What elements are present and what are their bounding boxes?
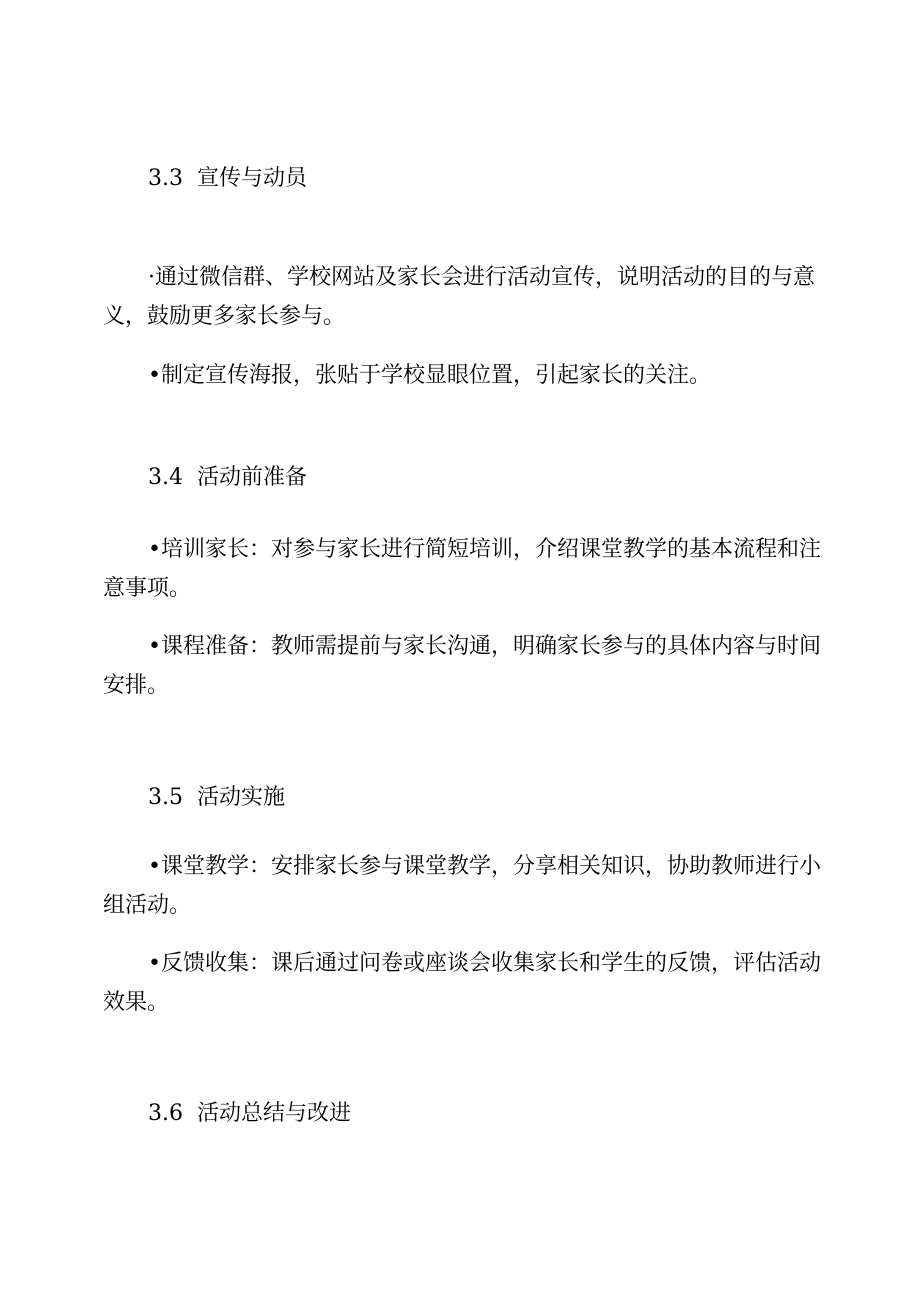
section-title: 活动总结与改进 — [197, 1101, 352, 1126]
section-heading-3-4 — [148, 463, 307, 493]
section-heading-3-6 — [148, 1099, 351, 1129]
section-number: 3.6 — [148, 1101, 183, 1126]
section-heading-3-3 — [148, 164, 307, 194]
section-title: 活动前准备 — [197, 465, 308, 490]
section-number: 3.3 — [148, 166, 183, 191]
section-heading-3-5 — [148, 783, 285, 813]
section-number: 3.4 — [148, 465, 183, 490]
bullet-paragraph: ·通过微信群、学校网站及家长会进行活动宣传，说明活动的目的与意义，鼓励更多家长参与。 — [103, 265, 815, 329]
bullet-paragraph: •课堂教学：安排家长参与课堂教学，分享相关知识，协助教师进行小组活动。 — [103, 854, 821, 918]
bullet-paragraph: •反馈收集：课后通过问卷或座谈会收集家长和学生的反馈，评估活动效果。 — [103, 951, 821, 1015]
bullet-paragraph: •培训家长：对参与家长进行简短培训，介绍课堂教学的基本流程和注意事项。 — [103, 537, 821, 601]
section-number: 3.5 — [148, 785, 183, 810]
section-title: 活动实施 — [197, 785, 286, 810]
bullet-paragraph: •制定宣传海报，张贴于学校显眼位置，引起家长的关注。 — [148, 363, 711, 388]
section-title: 宣传与动员 — [197, 166, 308, 191]
bullet-paragraph: •课程准备：教师需提前与家长沟通，明确家长参与的具体内容与时间安排。 — [103, 634, 821, 698]
